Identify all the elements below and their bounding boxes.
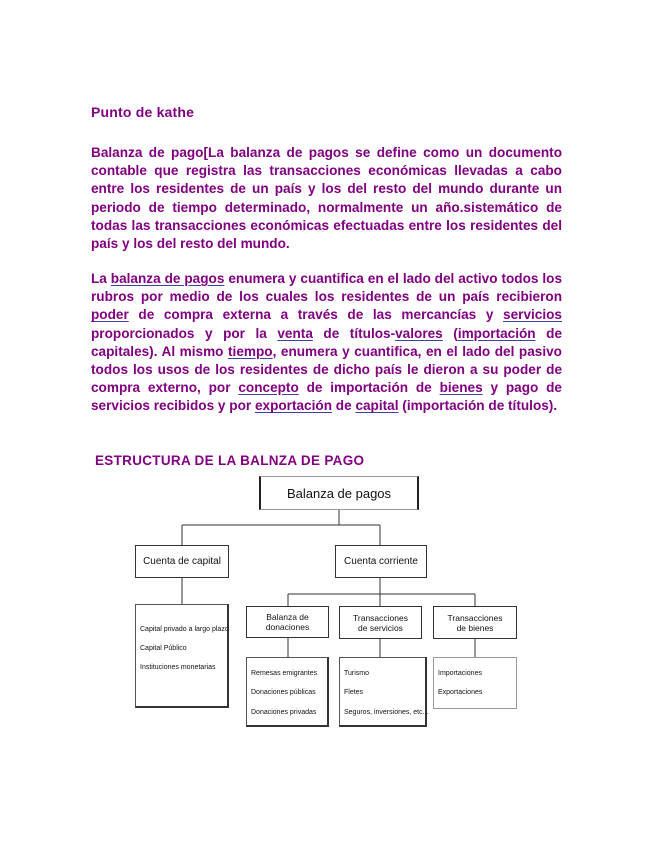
node-label: Transacciones de bienes — [447, 612, 503, 633]
node-transacciones-de-bienes — [433, 606, 517, 639]
paragraph-balanza-de-pago: Balanza de pago[La balanza de pagos se define como un documento contable que registra las transacciones económicas llevadas a cabo entre los residentes de un país y los del resto del mundo durante un periodo de tiempo determinado, normalmente un año.sistemático de todas las transacciones económicas efectuadas entre los residentes del país y los del resto del mundo. — [91, 145, 562, 252]
list-item: Importaciones — [438, 670, 482, 677]
node-label: Cuenta corriente — [344, 556, 418, 567]
link-servicios[interactable]: servicios — [503, 307, 562, 323]
list-item: Donaciones públicas — [251, 689, 316, 696]
node-cuenta-de-capital — [135, 545, 229, 578]
link-exportacion[interactable]: exportación — [254, 398, 333, 414]
document-heading: Punto de kathe — [91, 104, 195, 120]
node-transacciones-de-servicios — [339, 606, 422, 639]
list-item: Seguros, inversiones, etc... — [344, 709, 429, 716]
text-segment: de capitales). Al mismo — [91, 325, 562, 359]
list-bienes — [433, 657, 517, 709]
node-balanza-de-donaciones — [246, 606, 329, 638]
link-importacion[interactable]: importación — [457, 325, 536, 341]
text-segment: y pago de servicios recibidos y por — [91, 380, 562, 414]
node-label: Balanza de pagos — [286, 485, 392, 501]
node-balanza-de-pagos — [259, 476, 419, 510]
text-segment: de compra externa a través de las mercancías y — [128, 307, 504, 323]
node-cuenta-corriente — [335, 545, 427, 578]
link-valores[interactable]: valores — [395, 325, 443, 341]
link-bienes[interactable]: bienes — [439, 380, 483, 396]
link-poder[interactable]: poder — [91, 307, 129, 323]
link-concepto[interactable]: concepto — [238, 380, 299, 396]
link-venta[interactable]: venta — [277, 325, 313, 341]
text-segment: La — [91, 271, 111, 286]
list-item: Capital Público — [140, 645, 187, 652]
text-segment: enumera y cuantifica en el lado del activo todos los rubros por medio de los cuales los residentes de un país recibieron — [91, 271, 563, 305]
link-capital[interactable]: capital — [355, 398, 399, 414]
text-segment: de títulos- — [312, 325, 396, 341]
node-label: Balanza de donaciones — [265, 612, 310, 632]
link-tiempo[interactable]: tiempo — [228, 343, 273, 359]
node-label: Transacciones de servicios — [353, 612, 408, 633]
list-servicios — [339, 657, 427, 727]
text-segment: proporcionados y por la — [91, 325, 278, 341]
list-item: Exportaciones — [438, 689, 483, 696]
node-label: Cuenta de capital — [143, 556, 221, 567]
list-item: Capital privado a largo plazo — [140, 626, 229, 633]
text-segment: , enumera y cuantifica, en el lado del pasivo todos los usos de los residentes de dicho país le dieron a su poder de compra externo, por — [91, 343, 562, 396]
section-title: ESTRUCTURA DE LA BALNZA DE PAGO — [95, 453, 365, 468]
list-item: Fletes — [344, 689, 364, 696]
list-item: Donaciones privadas — [251, 709, 317, 716]
link-balanza-de-pagos[interactable]: balanza de pagos — [110, 271, 225, 286]
text-segment: (importación de títulos). — [398, 398, 558, 414]
list-item: Turismo — [344, 670, 370, 677]
list-item: Remesas emigrantes — [251, 670, 318, 677]
text-segment: de — [332, 398, 356, 414]
list-item: Instituciones monetarias — [140, 664, 216, 671]
text-segment: de importación de — [298, 380, 440, 396]
list-donaciones — [246, 657, 329, 727]
text-segment: ( — [442, 325, 458, 341]
list-cuenta-de-capital — [135, 604, 229, 708]
